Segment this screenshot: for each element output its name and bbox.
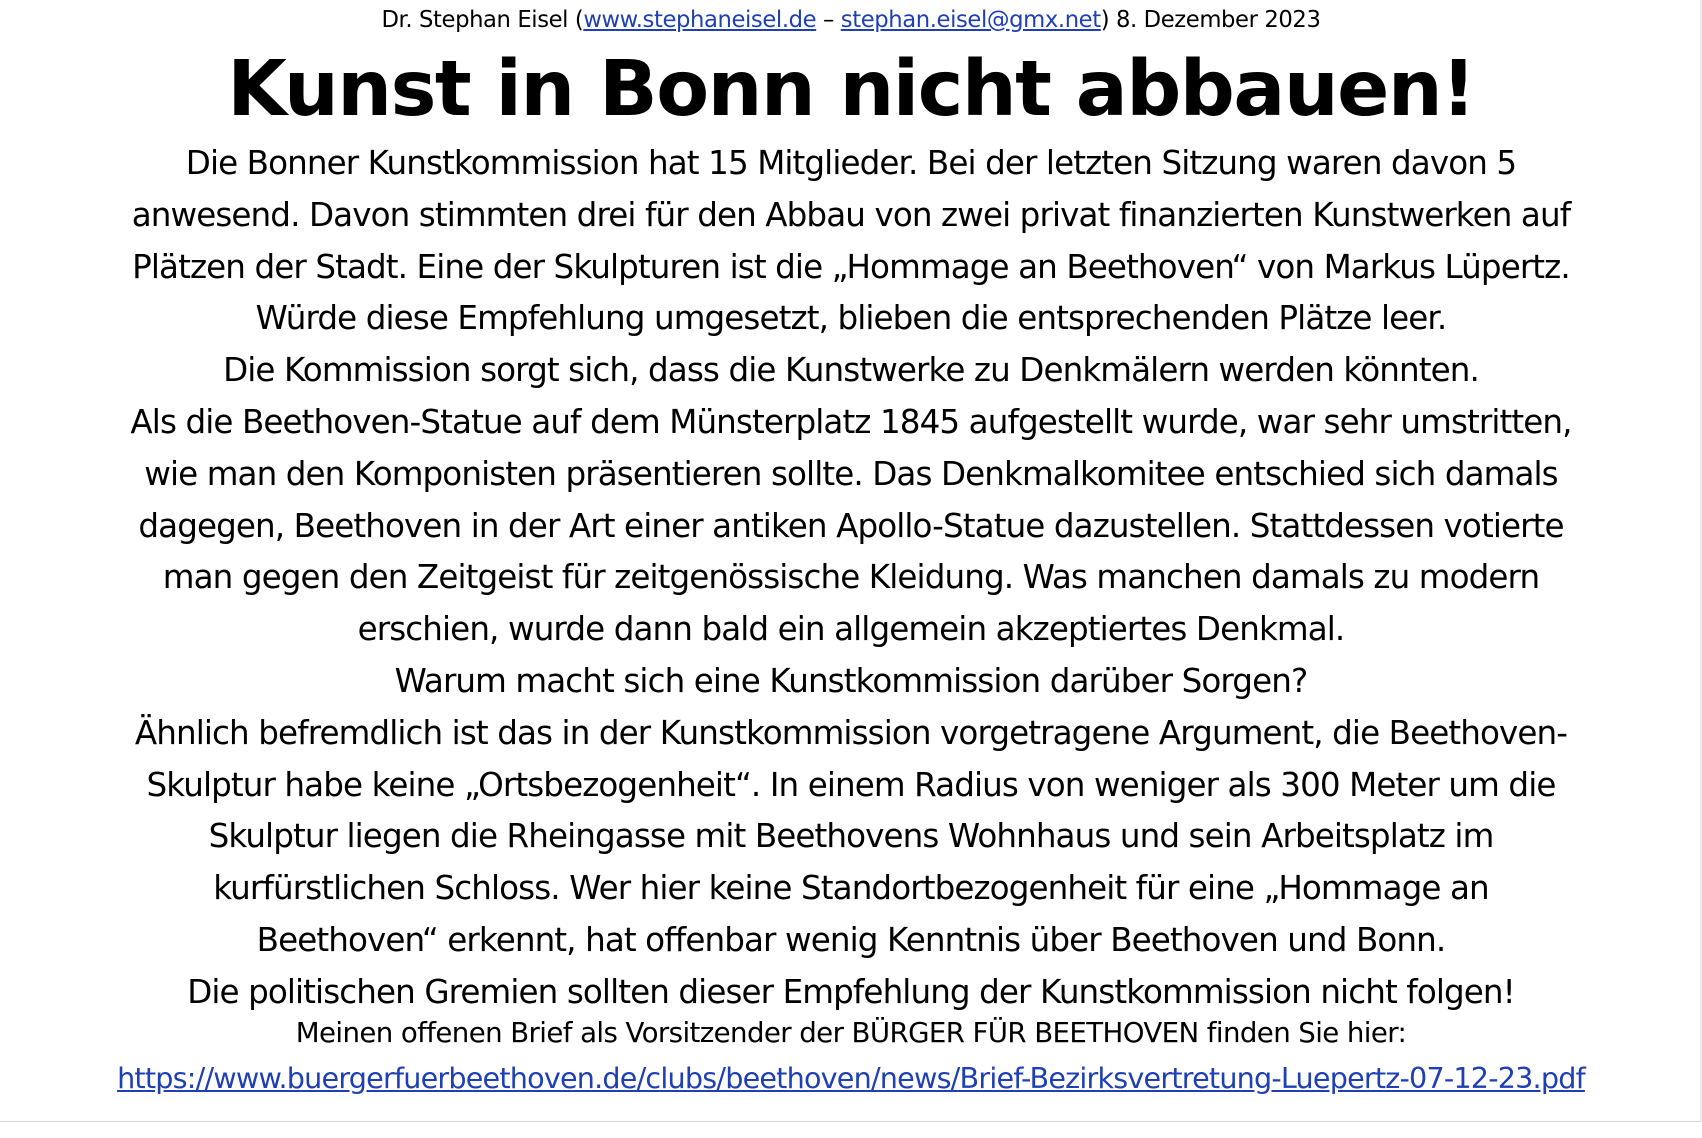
body-line: Die politischen Gremien sollten dieser Empfehlung der Kunstkommission nicht folgen!: [187, 972, 1515, 1011]
article-body: [0, 138, 1702, 1019]
body-line: Plätzen der Stadt. Eine der Skulpturen ist die „Hommage an Beethoven“ von Markus Lüpertz.: [132, 247, 1570, 286]
body-line: Die Bonner Kunstkommission hat 15 Mitglieder. Bei der letzten Sitzung waren davon 5: [185, 144, 1517, 182]
header-separator: –: [816, 7, 841, 33]
body-line: Warum macht sich eine Kunstkommission darüber Sorgen?: [394, 661, 1308, 700]
body-line: Skulptur liegen die Rheingasse mit Beethovens Wohnhaus und sein Arbeitsplatz im: [208, 817, 1494, 856]
email-link[interactable]: stephan.eisel@gmx.net: [840, 7, 1101, 33]
author-name: Dr. Stephan Eisel (: [381, 7, 584, 33]
body-line: erschien, wurde dann bald ein allgemein akzeptiertes Denkmal.: [357, 610, 1345, 649]
page-title: Kunst in Bonn nicht abbauen!: [227, 45, 1475, 134]
body-line: Skulptur habe keine „Ortsbezogenheit“. In einem Radius von weniger als 300 Meter um die: [146, 765, 1556, 804]
body-line: man gegen den Zeitgeist für zeitgenössische Kleidung. Was manchen damals zu modern: [162, 558, 1540, 597]
website-link[interactable]: www.stephaneisel.de: [583, 7, 817, 33]
body-line: dagegen, Beethoven in der Art einer antiken Apollo-Statue dazustellen. Stattdessen votierte: [138, 506, 1564, 545]
body-line: Die Kommission sorgt sich, dass die Kunstwerke zu Denkmälern werden könnten.: [223, 351, 1479, 390]
body-line: anwesend. Davon stimmten drei für den Abbau von zwei privat finanzierten Kunstwerken auf: [131, 195, 1571, 234]
header-date: ) 8. Dezember 2023: [1100, 7, 1321, 33]
open-letter-note: Meinen offenen Brief als Vorsitzender der BÜRGER FÜR BEETHOVEN finden Sie hier:: [295, 1016, 1407, 1049]
page-bottom-divider: [0, 1121, 1702, 1122]
body-line: Beethoven“ erkennt, hat offenbar wenig Kenntnis über Beethoven und Bonn.: [256, 920, 1446, 959]
body-line: Ähnlich befremdlich ist das in der Kunstkommission vorgetragene Argument, die Beethoven-: [134, 713, 1568, 752]
open-letter-link[interactable]: https://www.buergerfuerbeethoven.de/clubs/beethoven/news/Brief-Bezirksvertretung-Luepertz-07-12-23.pdf: [117, 1061, 1585, 1095]
body-line: Als die Beethoven-Statue auf dem Münsterplatz 1845 aufgestellt wurde, war sehr umstritten,: [130, 402, 1572, 441]
author-header: [0, 6, 1702, 34]
body-line: Würde diese Empfehlung umgesetzt, blieben die entsprechenden Plätze leer.: [255, 299, 1447, 338]
body-line: wie man den Komponisten präsentieren sollte. Das Denkmalkomitee entschied sich damals: [144, 454, 1558, 493]
body-line: kurfürstlichen Schloss. Wer hier keine Standortbezogenheit für eine „Hommage an: [213, 869, 1489, 908]
